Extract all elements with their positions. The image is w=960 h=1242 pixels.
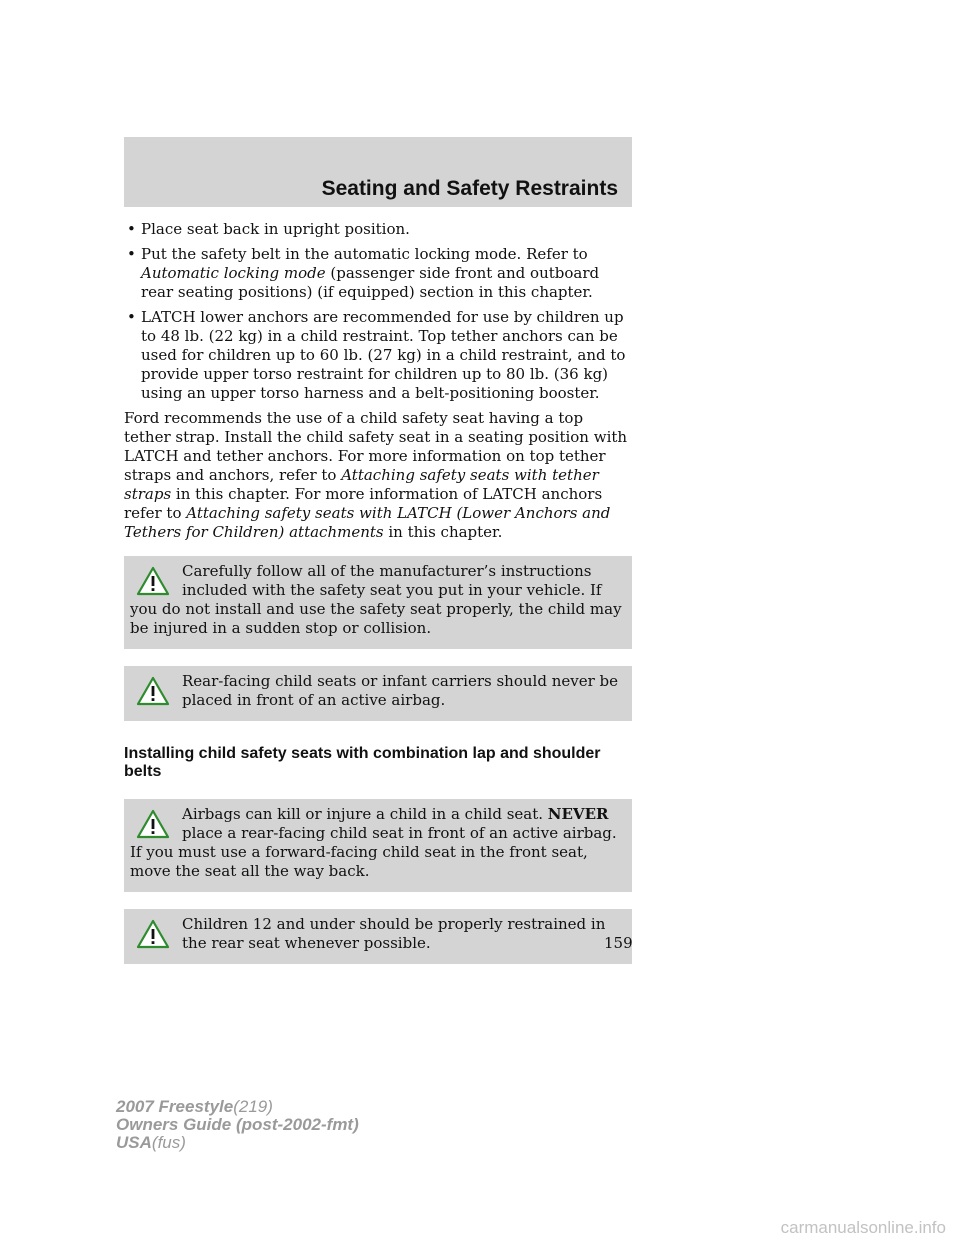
cross-reference-tether-straps: Attaching safety seats with tether straps	[124, 466, 599, 503]
section-title: Seating and Safety Restraints	[321, 177, 618, 200]
watermark[interactable]: carmanualsonline.info	[780, 1218, 946, 1237]
footer-guide: Owners Guide (post-2002-fmt)	[116, 1115, 359, 1134]
footer-region: USA	[116, 1133, 152, 1152]
body-paragraph	[124, 409, 632, 542]
bullet-dot: •	[127, 220, 136, 238]
bullet-text-part: (passenger side front and outboard rear seating positions) (if equipped) section in this chapter.	[141, 264, 600, 301]
warning-triangle-icon	[136, 809, 170, 839]
warning-box	[124, 909, 632, 964]
bullet-dot: •	[127, 308, 136, 326]
cross-reference-latch-attachments: Attaching safety seats with LATCH (Lower Anchors and Tethers for Children) attachments	[124, 504, 611, 541]
warning-box	[124, 799, 632, 892]
warning-text: place a rear-facing child seat in front of an active airbag. If you must use a forward-facing child seat in the front seat, move the seat all the way back.	[130, 824, 617, 880]
bullet-item	[124, 308, 632, 403]
bullet-item	[124, 245, 632, 302]
page-content	[124, 220, 632, 981]
footer-line	[116, 1134, 359, 1152]
footer-line	[116, 1116, 359, 1134]
warning-text: Airbags can kill or injure a child in a child seat.	[182, 805, 548, 823]
footer-code: (219)	[233, 1097, 273, 1116]
warning-emphasis: NEVER	[547, 805, 609, 823]
footer-line	[116, 1098, 359, 1116]
footer-model: 2007 Freestyle	[116, 1097, 234, 1116]
section-heading: Installing child safety seats with combination lap and shoulder belts	[124, 745, 601, 780]
bullet-text-part: Put the safety belt in the automatic locking mode. Refer to	[141, 245, 588, 263]
footer-code: (fus)	[151, 1133, 186, 1152]
warning-box	[124, 556, 632, 649]
paragraph-text: Ford recommends the use of a child safety seat having a top tether strap. Install the child safety seat in a seating position with LATCH and tether anchors. For more information on top tether straps and anchors, refer to	[124, 409, 628, 484]
warning-text: Rear-facing child seats or infant carriers should never be placed in front of an active airbag.	[182, 672, 619, 709]
paragraph-text: in this chapter.	[383, 523, 503, 541]
warning-triangle-icon	[136, 676, 170, 706]
document-footer	[116, 1098, 359, 1152]
bullet-item	[124, 220, 632, 239]
bullet-dot: •	[127, 245, 136, 263]
section-header-band	[124, 137, 632, 207]
warning-text: Carefully follow all of the manufacturer’s instructions included with the safety seat you put in your vehicle. If you do not install and use the safety seat properly, the child may be injured in a sudden stop or collision.	[130, 562, 622, 637]
cross-reference-automatic-locking-mode: Automatic locking mode	[141, 264, 326, 282]
paragraph-text: in this chapter. For more information of LATCH anchors refer to	[124, 485, 603, 522]
page-number: 159	[604, 934, 633, 952]
warning-text: Children 12 and under should be properly restrained in the rear seat whenever possible.	[182, 915, 606, 952]
bullet-text: LATCH lower anchors are recommended for use by children up to 48 lb. (22 kg) in a child restraint. Top tether anchors can be used for children up to 60 lb. (27 kg) in a child restraint, and to provide upper torso restraint for children up to 80 lb. (36 kg) using an upper torso harness and a belt-positioning booster.	[141, 308, 626, 402]
bullet-text: Place seat back in upright position.	[141, 220, 410, 238]
warning-triangle-icon	[136, 919, 170, 949]
warning-box	[124, 666, 632, 721]
warning-triangle-icon	[136, 566, 170, 596]
